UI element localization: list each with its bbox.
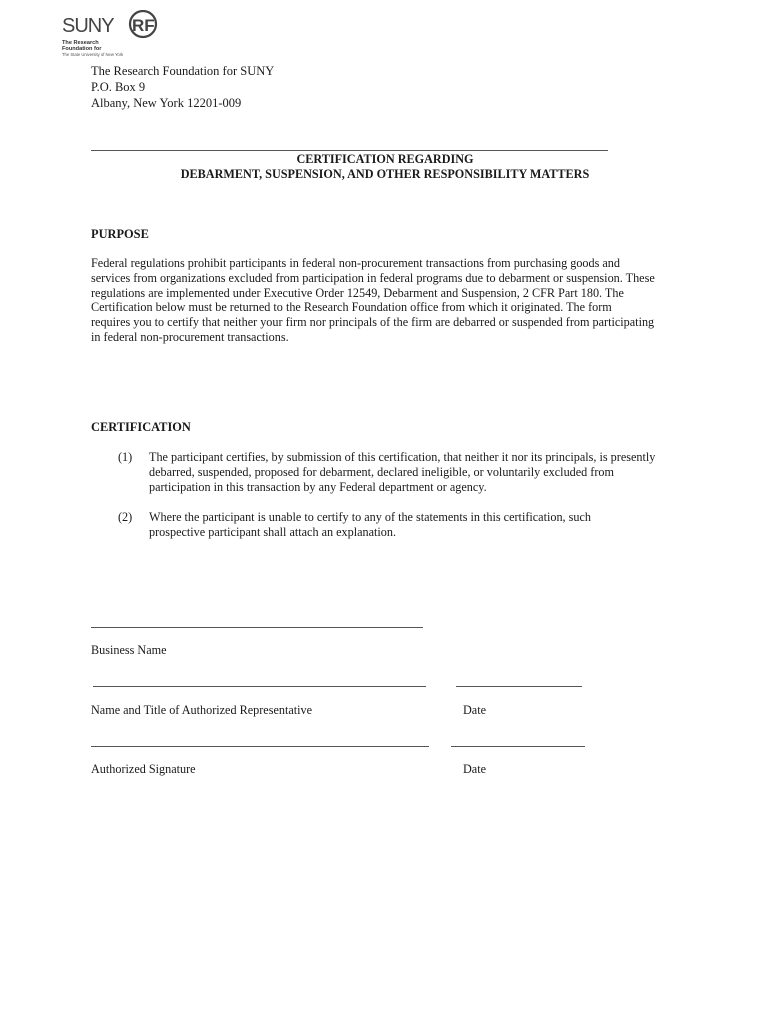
- cert-item-1-number: (1): [118, 450, 133, 464]
- purpose-line: Federal regulations prohibit participants in federal non-procurement transactions from purchasing goods and: [91, 256, 620, 270]
- logo-caption: [62, 40, 172, 59]
- date-1-label: Date: [463, 703, 487, 717]
- purpose-line: services from organizations excluded from participation in federal programs due to debarment or suspension. These: [91, 270, 655, 285]
- address-line-3: Albany, New York 12201-009: [91, 96, 242, 110]
- cert-item-line: participation in this transaction by any Federal department or agency.: [149, 479, 487, 494]
- address-block: [91, 63, 274, 111]
- logo-line-3: The State University of New York: [62, 52, 124, 58]
- logo-line-1: The Research: [62, 40, 99, 46]
- address-line-1: The Research Foundation for SUNY: [91, 64, 275, 78]
- logo-rf-text: RF: [132, 16, 155, 35]
- purpose-heading: PURPOSE: [91, 227, 149, 241]
- purpose-paragraph: [91, 256, 691, 345]
- address-line-2: P.O. Box 9: [91, 80, 146, 94]
- certification-heading: CERTIFICATION: [91, 420, 191, 434]
- cert-item-line: prospective participant shall attach an explanation.: [149, 524, 397, 539]
- business-name-label: Business Name: [91, 643, 167, 657]
- rep-name-title-line[interactable]: [93, 686, 426, 687]
- authorized-signature-label: Authorized Signature: [91, 762, 196, 776]
- cert-item-line: Where the participant is unable to certify to any of the statements in this certification, such: [149, 510, 591, 524]
- purpose-line: requires you to certify that neither your firm nor principals of the firm are debarred or suspended from participating: [91, 315, 655, 330]
- date-2-label: Date: [463, 762, 487, 776]
- logo-mark: [62, 10, 172, 40]
- authorized-signature-line[interactable]: [91, 746, 429, 747]
- cert-item-2-number: (2): [118, 510, 133, 524]
- logo-suny-text: SUNY: [62, 15, 114, 37]
- cert-item-1-text: [149, 450, 689, 494]
- title-line-2: DEBARMENT, SUSPENSION, AND OTHER RESPONSIBILITY MATTERS: [180, 167, 590, 181]
- cert-item-line: The participant certifies, by submission of this certification, that neither it nor its principals, is presently: [149, 450, 656, 464]
- title-line-1: CERTIFICATION REGARDING: [296, 152, 474, 166]
- document-title: [0, 152, 770, 182]
- date-2-line[interactable]: [451, 746, 585, 747]
- logo-line-2: Foundation for: [62, 46, 102, 53]
- rep-name-title-label: Name and Title of Authorized Representative: [91, 703, 313, 717]
- business-name-line[interactable]: [91, 627, 423, 628]
- purpose-line: regulations are implemented under Executive Order 12549, Debarment and Suspension, 2 CFR Part 180. The: [91, 285, 624, 300]
- purpose-line: in federal non-procurement transactions.: [91, 329, 289, 344]
- suny-rf-logo: [62, 10, 172, 56]
- date-1-line[interactable]: [456, 686, 582, 687]
- cert-item-2-text: [149, 510, 689, 540]
- cert-item-line: debarred, suspended, proposed for debarment, declared ineligible, or voluntarily excluded from: [149, 464, 614, 479]
- purpose-line: Certification below must be returned to the Research Foundation office from which it originated. The form: [91, 300, 612, 315]
- header-divider: [91, 150, 608, 151]
